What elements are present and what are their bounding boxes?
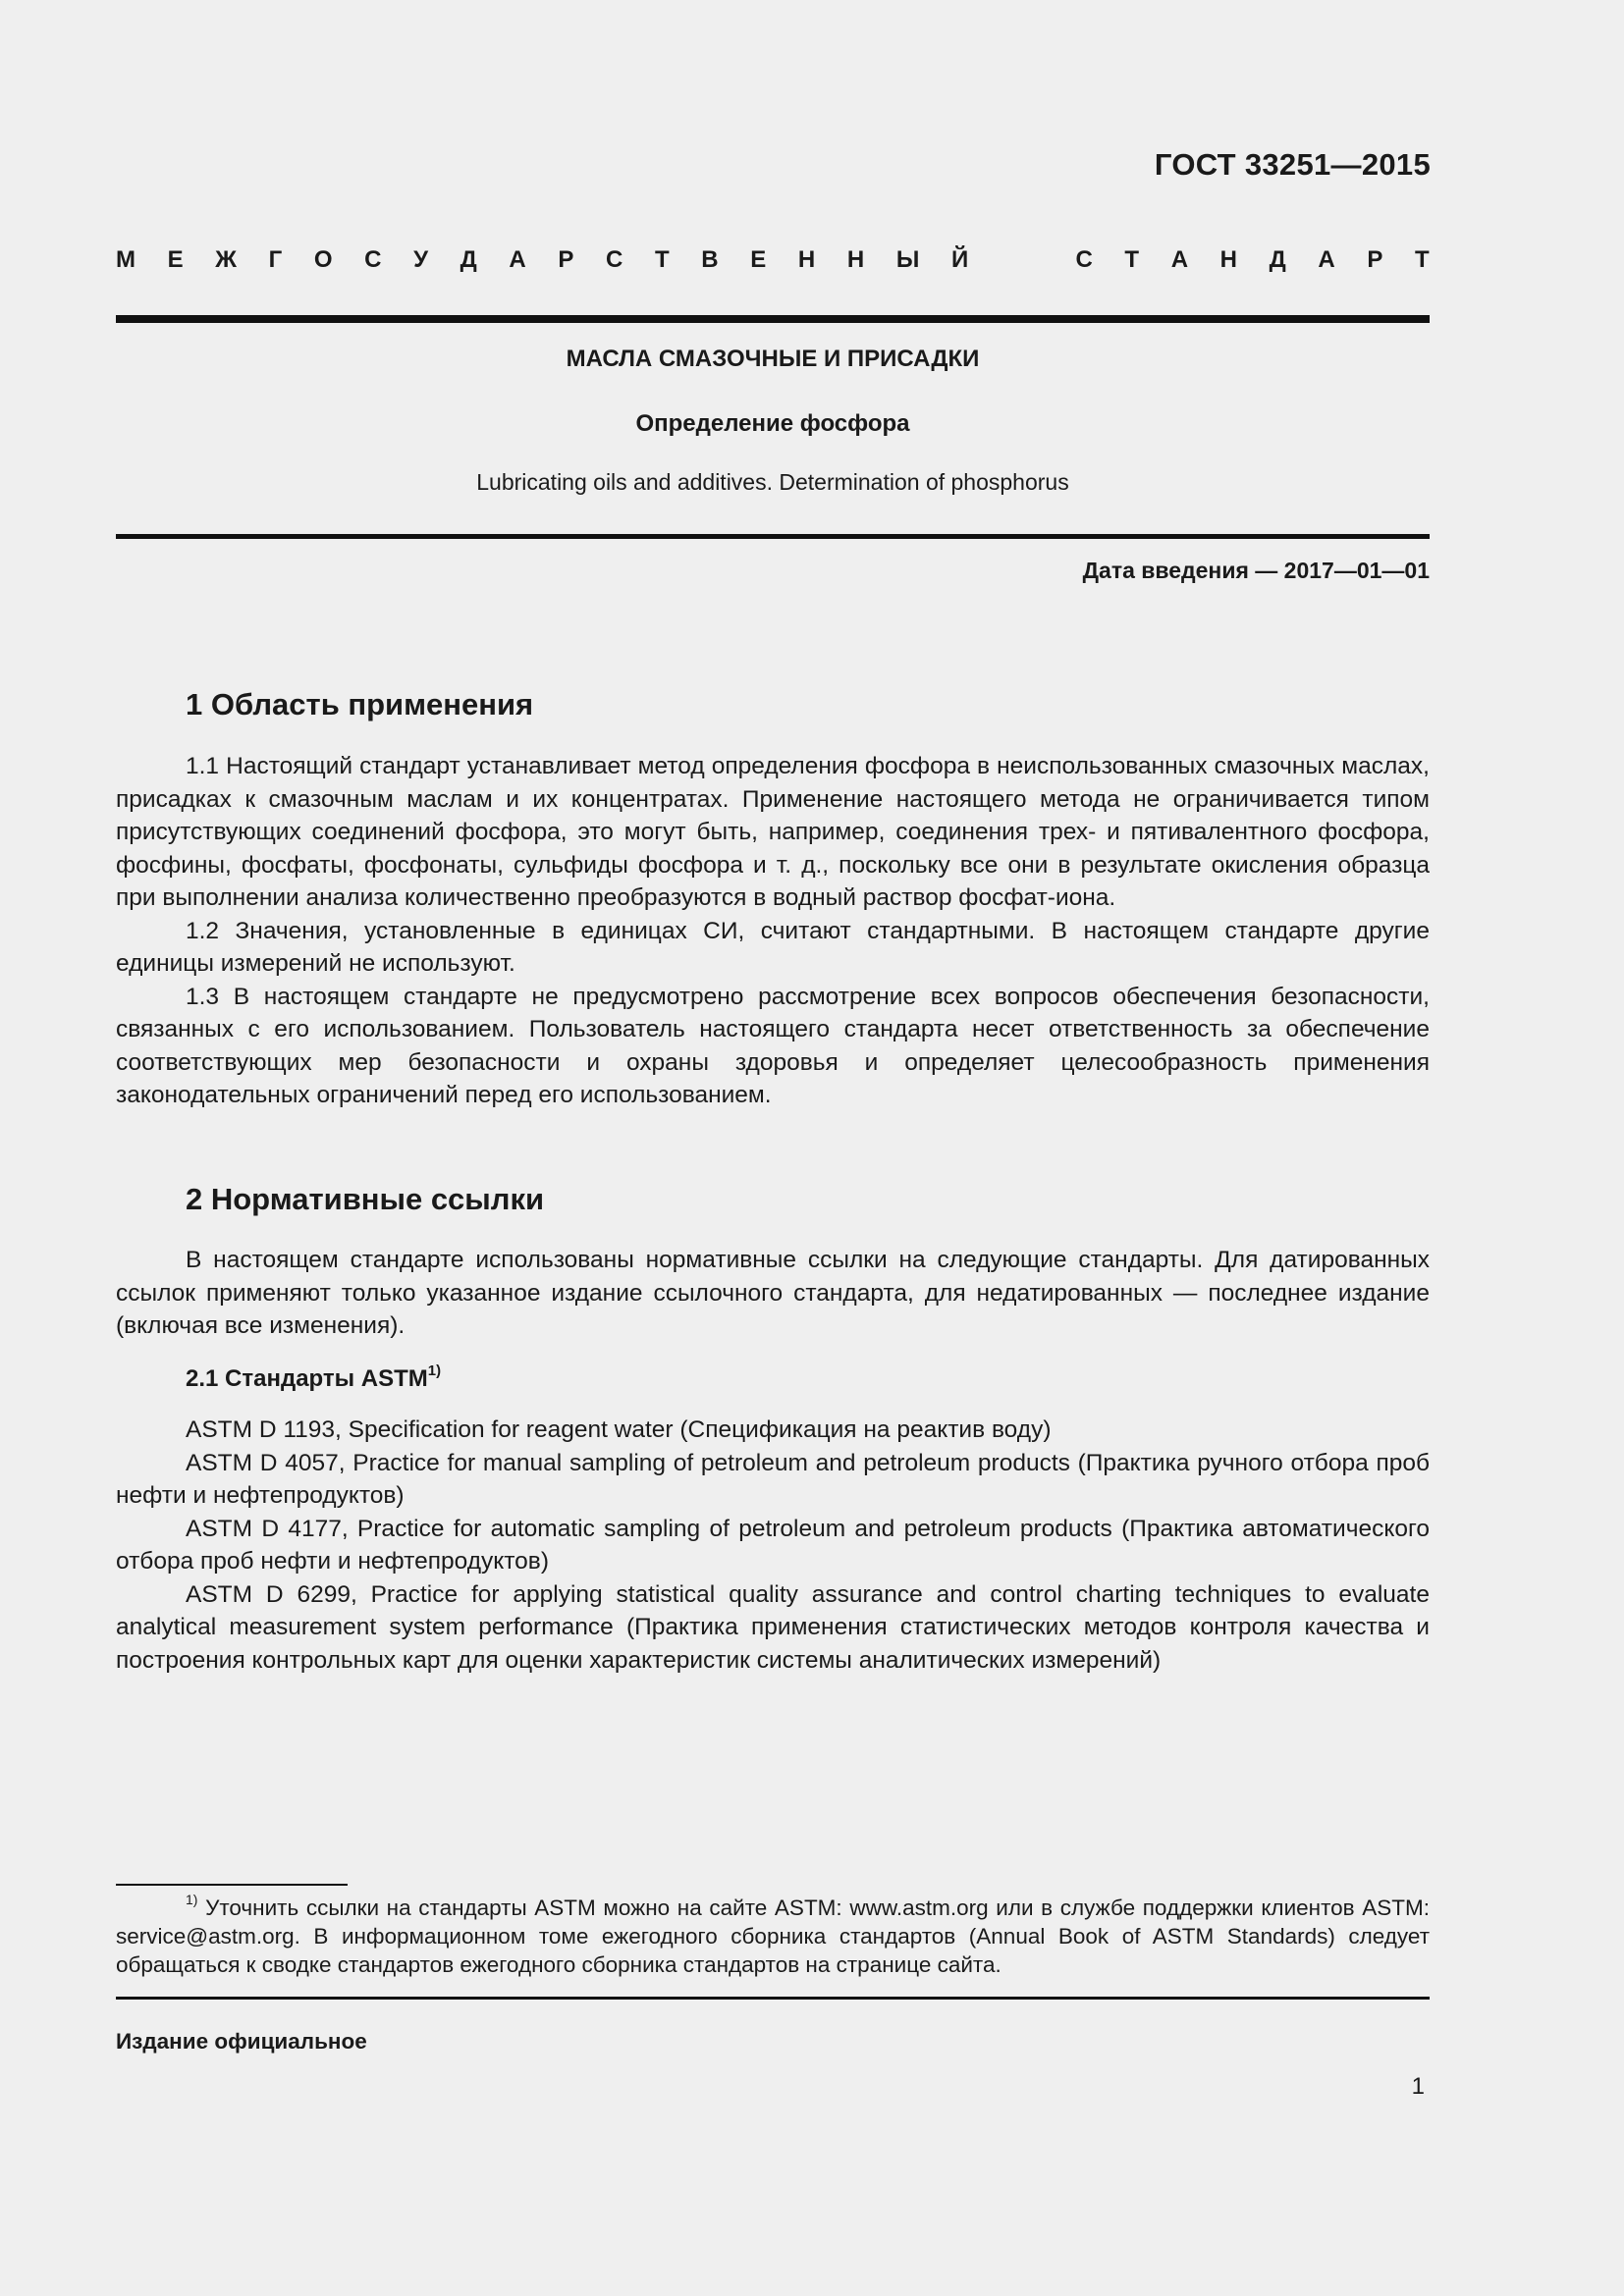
- page-number: 1: [1411, 2073, 1425, 2100]
- footer-rule: [116, 1997, 1430, 2000]
- subheading-text: 2.1 Стандарты ASTM: [186, 1365, 428, 1392]
- paragraph: 1.3 В настоящем стандарте не предусмотрено рассмотрение всех вопросов обеспечения безопасности, связанных с его использованием. Пользователь настоящего стандарта несет ответственность за обеспечение соответствующих мер безопасности и охраны здоровья и определяет целесообразность применения законодательных ограничений перед его использованием.: [116, 983, 1430, 1108]
- reference-item: ASTM D 4057, Practice for manual sampling of petroleum and petroleum products (Практика ручного отбора проб нефти и нефтепродуктов): [116, 1449, 1430, 1509]
- footnote-text: Уточнить ссылки на стандарты ASTM можно на сайте ASTM: www.astm.org или в службе поддержки клиентов ASTM: service@astm.org. В информационном томе ежегодного сборника стандартов (Annual Book of ASTM Standards) следует обращаться к сводке стандартов ежегодного сборника стандартов на странице сайта.: [116, 1896, 1430, 1977]
- document-title-english: Lubricating oils and additives. Determination of phosphorus: [476, 469, 1069, 495]
- banner-letter: Р: [558, 246, 574, 273]
- banner-letter: С: [364, 246, 382, 273]
- banner-letter: У: [413, 246, 429, 273]
- banner-letter: Н: [1219, 246, 1238, 273]
- banner-word-gap: [1001, 246, 1044, 274]
- footnote-marker: 1): [186, 1892, 198, 1908]
- banner-letter: Г: [268, 246, 283, 273]
- paragraph: В настоящем стандарте использованы нормативные ссылки на следующие стандарты. Для датированных ссылок применяют только указанное издание ссылочного стандарта, для недатированных — последнее издание (включая все изменения).: [116, 1247, 1430, 1339]
- banner-letter: В: [701, 246, 719, 273]
- document-subtitle: Определение фосфора: [635, 410, 910, 437]
- banner-letter: Ы: [895, 246, 920, 273]
- reference-item: ASTM D 4177, Practice for automatic sampling of petroleum and petroleum products (Практика автоматического отбора проб нефти и нефтепродуктов): [116, 1515, 1430, 1575]
- section-2-1-heading: [186, 1362, 442, 1393]
- document-title: МАСЛА СМАЗОЧНЫЕ И ПРИСАДКИ: [566, 346, 980, 372]
- banner-letter: Т: [654, 246, 670, 273]
- banner-letter: Т: [1124, 246, 1140, 273]
- paragraph: 1.2 Значения, установленные в единицах СИ, считают стандартными. В настоящем стандарте другие единицы измерений не используют.: [116, 917, 1430, 977]
- banner-letter: Н: [846, 246, 865, 273]
- banner-letter: А: [509, 246, 526, 273]
- footnote: [116, 1894, 1430, 1979]
- interstate-standard-banner: [116, 246, 1430, 274]
- banner-letter: Н: [797, 246, 816, 273]
- banner-letter: Й: [950, 246, 969, 273]
- banner-letter: Ж: [215, 246, 237, 273]
- paragraph: 1.1 Настоящий стандарт устанавливает метод определения фосфора в неиспользованных смазочных маслах, присадках к смазочным маслам и их концентратах. Применение настоящего метода не ограничивается типом присутствующих соединений фосфора, это могут быть, например, соединения трех- и пятивалентного фосфора, фосфины, фосфаты, фосфонаты, сульфиды фосфора и т. д., поскольку все они в результате окисления образца при выполнении анализа количественно преобразуются в водный раствор фосфат-иона.: [116, 753, 1430, 911]
- section-2-intro: [116, 1244, 1430, 1343]
- banner-letter: Д: [1269, 246, 1286, 273]
- reference-item: ASTM D 1193, Specification for reagent water (Спецификация на реактив воду): [186, 1416, 1052, 1443]
- banner-letter: Е: [167, 246, 184, 273]
- banner-letter: С: [606, 246, 623, 273]
- astm-reference-list: [116, 1414, 1430, 1677]
- official-edition-label: Издание официальное: [116, 2029, 367, 2054]
- footnote-paragraph: [116, 1894, 1430, 1979]
- footnote-separator: [116, 1884, 348, 1886]
- banner-letter: Р: [1367, 246, 1383, 273]
- banner-letter: А: [1170, 246, 1189, 273]
- reference-item: ASTM D 6299, Practice for applying statistical quality assurance and control charting techniques to evaluate analytical measurement system performance (Практика применения статистических методов контроля качества и построения контрольных карт для оценки характеристик системы аналитических измерений): [116, 1580, 1430, 1674]
- document-number: ГОСТ 33251—2015: [1154, 147, 1431, 182]
- introduction-date: Дата введения — 2017—01—01: [1082, 558, 1430, 583]
- footnote-ref: 1): [427, 1362, 442, 1379]
- section-1-body: [116, 750, 1430, 1112]
- banner-letter: С: [1075, 246, 1093, 273]
- title-rule: [116, 534, 1430, 539]
- banner-letter: М: [116, 246, 135, 273]
- header-rule: [116, 315, 1430, 323]
- banner-letter: О: [313, 246, 333, 273]
- banner-letter: А: [1318, 246, 1335, 273]
- banner-letter: Е: [750, 246, 767, 273]
- section-1-heading: 1 Область применения: [186, 687, 534, 721]
- banner-letter: Т: [1414, 246, 1430, 273]
- section-2-heading: 2 Нормативные ссылки: [186, 1182, 545, 1216]
- banner-letter: Д: [460, 246, 477, 273]
